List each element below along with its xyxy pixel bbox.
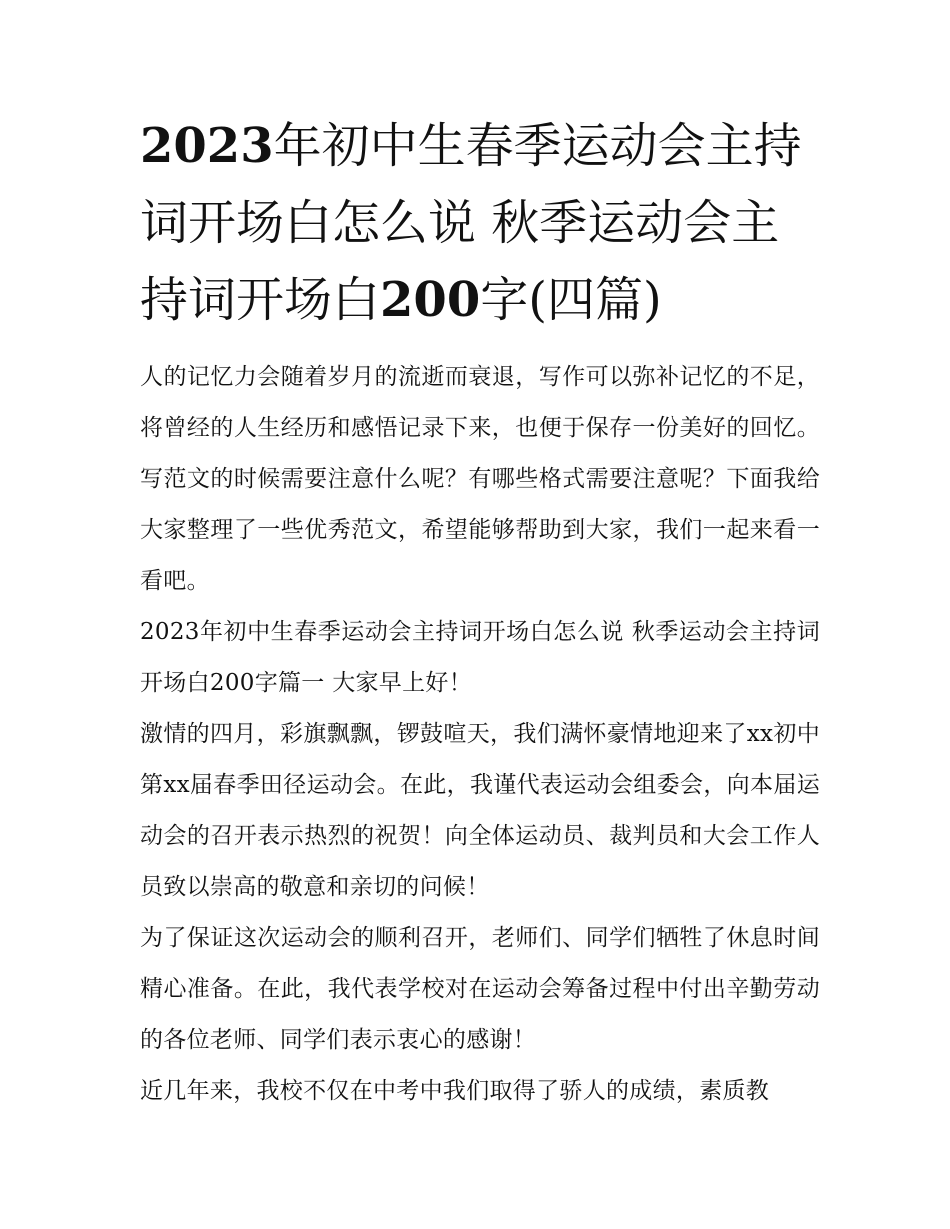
- intro-paragraph: 人的记忆力会随着岁月的流逝而衰退，写作可以弥补记忆的不足，将曾经的人生经历和感悟记录下来，也便于保存一份美好的回忆。写范文的时候需要注意什么呢？有哪些格式需要注意呢？下面我给大家整理了一些优秀范文，希望能够帮助到大家，我们一起来看一看吧。: [140, 364, 820, 594]
- body-paragraph: 近几年来，我校不仅在中考中我们取得了骄人的成绩，素质教: [140, 1078, 770, 1104]
- section-heading-paragraph: 2023年初中生春季运动会主持词开场白怎么说 秋季运动会主持词开场白200字篇一 大家早上好！: [140, 619, 820, 696]
- body-paragraph: 为了保证这次运动会的顺利召开，老师们、同学们牺牲了休息时间精心准备。在此，我代表学校对在运动会筹备过程中付出辛勤劳动的各位老师、同学们表示衷心的感谢！: [140, 925, 820, 1053]
- body-paragraph: 激情的四月，彩旗飘飘，锣鼓喧天，我们满怀豪情地迎来了xx初中第xx届春季田径运动会。在此，我谨代表运动会组委会，向本届运动会的召开表示热烈的祝贺！向全体运动员、裁判员和大会工作人员致以崇高的敬意和亲切的问候！: [140, 721, 820, 900]
- document-body: [140, 352, 820, 1117]
- document-title: 2023年初中生春季运动会主持词开场白怎么说 秋季运动会主持词开场白200字(四篇): [140, 118, 802, 328]
